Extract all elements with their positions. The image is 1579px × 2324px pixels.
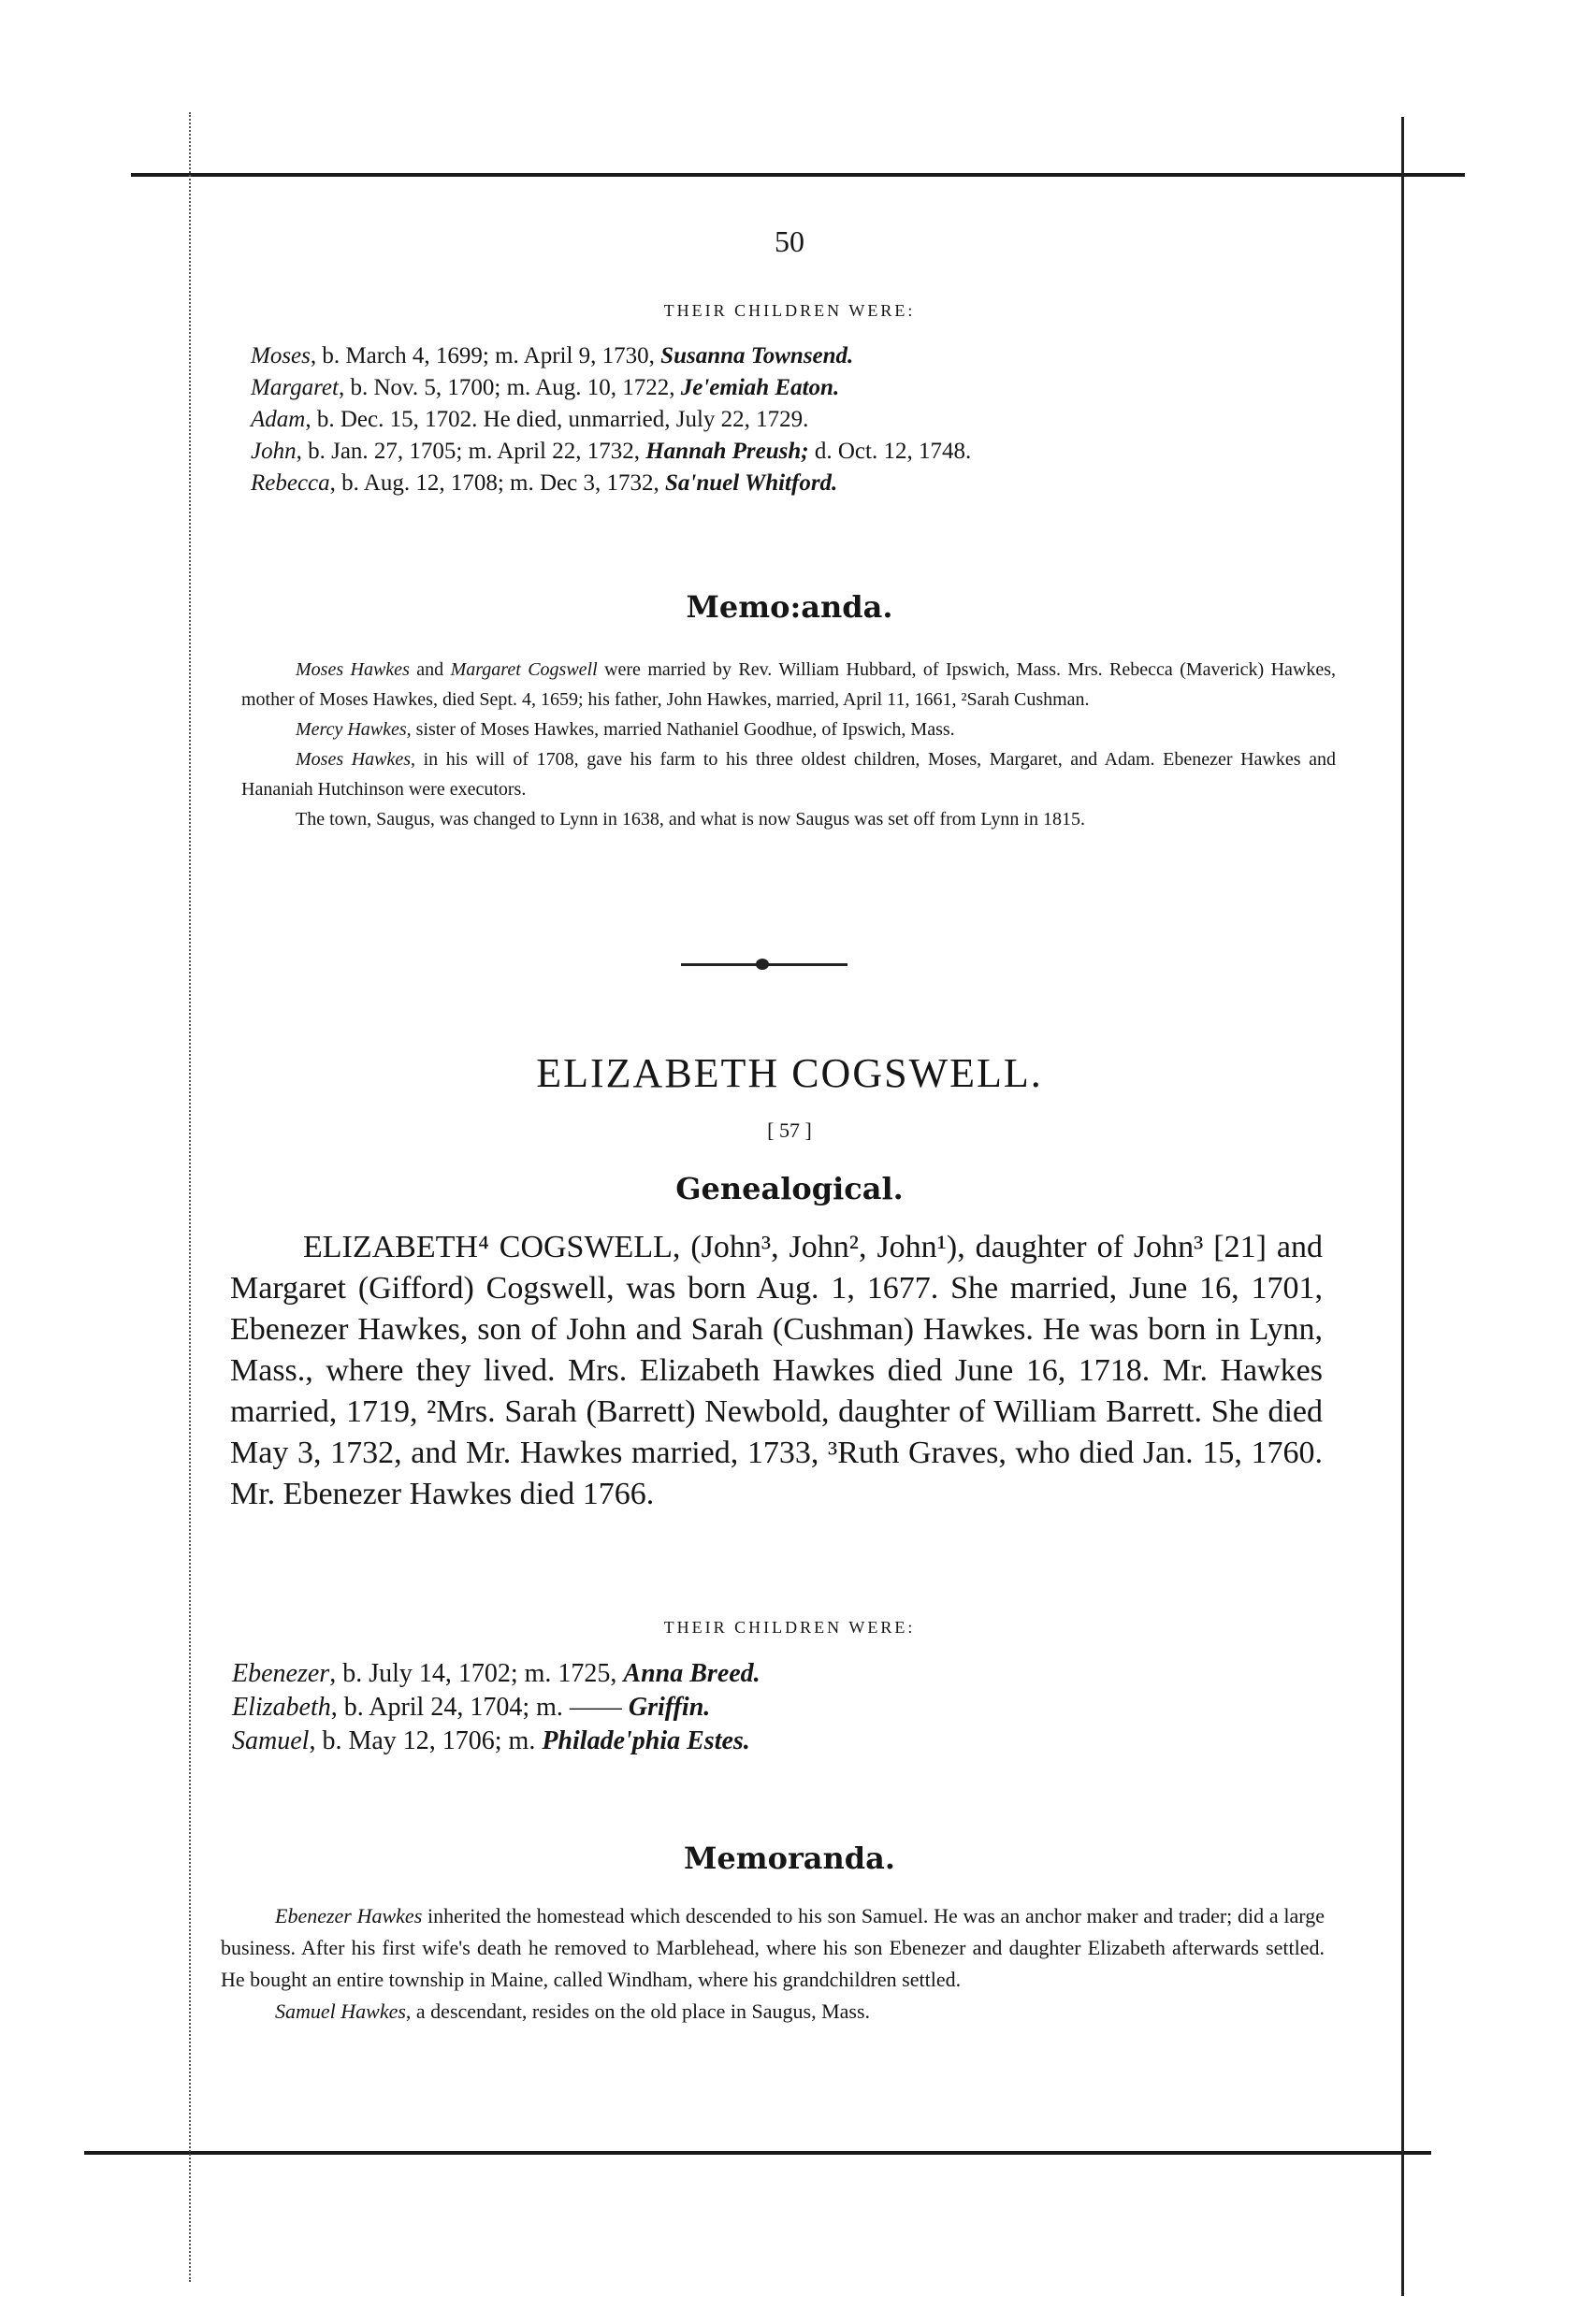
genealogical-heading: Genealogical. bbox=[675, 1171, 904, 1206]
person-name: Samuel Hawkes bbox=[275, 1999, 406, 2023]
person-name: Moses Hawkes bbox=[296, 749, 412, 770]
spouse-name: Susanna Townsend. bbox=[660, 343, 854, 368]
spouse-name: Hannah Preush; bbox=[645, 439, 809, 464]
child-details: , b. May 12, 1706; m. bbox=[309, 1726, 543, 1755]
memo-text: , a descendant, resides on the old place in Saugus, Mass. bbox=[405, 1999, 871, 2023]
child-details-tail: d. Oct. 12, 1748. bbox=[808, 439, 972, 464]
memoranda-heading-1: Memo:anda. bbox=[686, 589, 893, 625]
children-heading-1: THEIR CHILDREN WERE: bbox=[663, 301, 916, 320]
memo-text: inherited the homestead which descended to his son Samuel. He was an anchor maker and trader; did a large business. After his first wife's death he removed to Marblehead, where his son Ebenezer and daughter Elizabeth afterwards settled. He bought an entire township in Maine, called Windham, where his grandchildren settled. bbox=[221, 1904, 1325, 1991]
child-name: Samuel bbox=[232, 1726, 310, 1755]
memoranda-paragraph bbox=[221, 1996, 1325, 2028]
child-details: , b. April 24, 1704; m. —— bbox=[330, 1693, 629, 1722]
person-name: Moses Hawkes bbox=[296, 659, 410, 680]
spouse-name: Je'emiah Eaton. bbox=[680, 375, 840, 400]
spouse-name: Philade'phia Estes. bbox=[542, 1726, 750, 1755]
child-name: Rebecca bbox=[251, 470, 330, 496]
child-entry bbox=[251, 471, 1373, 495]
memo-text: , sister of Moses Hawkes, married Nathaniel Goodhue, of Ipswich, Mass. bbox=[406, 719, 955, 740]
memo-text: and bbox=[409, 659, 451, 680]
memoranda-text-2 bbox=[221, 1900, 1325, 2028]
section-number: [ 57 ] bbox=[767, 1119, 812, 1142]
child-entry bbox=[251, 408, 1373, 431]
child-name: Adam bbox=[251, 407, 306, 432]
separator-ornament bbox=[756, 959, 769, 970]
child-entry bbox=[232, 1661, 1354, 1687]
children-heading-2: THEIR CHILDREN WERE: bbox=[663, 1618, 916, 1637]
child-entry bbox=[232, 1728, 1354, 1754]
child-details: , b. Aug. 12, 1708; m. Dec 3, 1732, bbox=[329, 470, 665, 496]
memoranda-paragraph bbox=[241, 655, 1336, 715]
memoranda-paragraph bbox=[221, 1900, 1325, 1996]
child-name: Margaret bbox=[251, 375, 339, 400]
child-entry bbox=[251, 440, 1373, 463]
child-name: Elizabeth bbox=[232, 1693, 331, 1722]
child-details: , b. Nov. 5, 1700; m. Aug. 10, 1722, bbox=[338, 375, 681, 400]
spouse-name: Sa'nuel Whitford. bbox=[664, 470, 838, 496]
memo-text: The town, Saugus, was changed to Lynn in 1638, and what is now Saugus was set off from Lynn in 1815. bbox=[296, 809, 1085, 830]
memo-text: , in his will of 1708, gave his farm to his three oldest children, Moses, Margaret, and Adam. Ebenezer Hawkes and Hananiah Hutchinson were executors. bbox=[241, 749, 1336, 800]
memoranda-paragraph bbox=[241, 715, 1336, 744]
person-name: Mercy Hawkes bbox=[296, 719, 407, 740]
genealogy-text: ELIZABETH⁴ COGSWELL, (John³, John², John¹), daughter of John³ [21] and Margaret (Gifford) Cogswell, was born Aug. 1, 1677. She married, June 16, 1701, Ebenezer Hawkes, son of John and Sarah (Cushman) Hawkes. He was born in Lynn, Mass., where they lived. Mrs. Elizabeth Hawkes died June 16, 1718. Mr. Hawkes married, 1719, ²Mrs. Sarah (Barrett) Newbold, daughter of William Barrett. She died May 3, 1732, and Mr. Hawkes married, 1733, ³Ruth Graves, who died Jan. 15, 1760. Mr. Ebenezer Hawkes died 1766. bbox=[230, 1230, 1323, 1511]
memoranda-paragraph bbox=[241, 804, 1336, 834]
child-details: , b. Dec. 15, 1702. He died, unmarried, July 22, 1729. bbox=[305, 407, 809, 432]
memoranda-text-1 bbox=[241, 655, 1336, 834]
right-margin-line bbox=[1401, 117, 1404, 2296]
section-title: ELIZABETH COGSWELL. bbox=[536, 1050, 1043, 1096]
spouse-name: Griffin. bbox=[628, 1693, 711, 1722]
memoranda-paragraph bbox=[241, 744, 1336, 804]
child-name: Moses bbox=[251, 343, 311, 368]
child-details: , b. July 14, 1702; m. 1725, bbox=[329, 1659, 624, 1688]
memoranda-heading-2: Memoranda. bbox=[683, 1840, 896, 1876]
child-name: Ebenezer bbox=[232, 1659, 330, 1688]
genealogy-paragraph bbox=[230, 1227, 1323, 1515]
child-entry bbox=[251, 344, 1373, 368]
page-number: 50 bbox=[775, 224, 804, 258]
bottom-rule bbox=[84, 2151, 1431, 2155]
child-entry bbox=[232, 1695, 1354, 1721]
top-rule bbox=[131, 173, 1465, 177]
child-name: John bbox=[251, 439, 297, 464]
child-details: , b. Jan. 27, 1705; m. April 22, 1732, bbox=[296, 439, 646, 464]
child-details: , b. March 4, 1699; m. April 9, 1730, bbox=[310, 343, 661, 368]
person-name: Margaret Cogswell bbox=[450, 659, 598, 680]
memo-text: were married by Rev. William Hubbard, of Ipswich, Mass. Mrs. Rebecca (Maverick) Hawkes, mother of Moses Hawkes, died Sept. 4, 1659; his father, John Hawkes, married, April 11, 1661, ²Sarah Cushman. bbox=[241, 659, 1336, 710]
spouse-name: Anna Breed. bbox=[623, 1659, 761, 1688]
person-name: Ebenezer Hawkes bbox=[275, 1904, 423, 1927]
child-entry bbox=[251, 376, 1373, 399]
